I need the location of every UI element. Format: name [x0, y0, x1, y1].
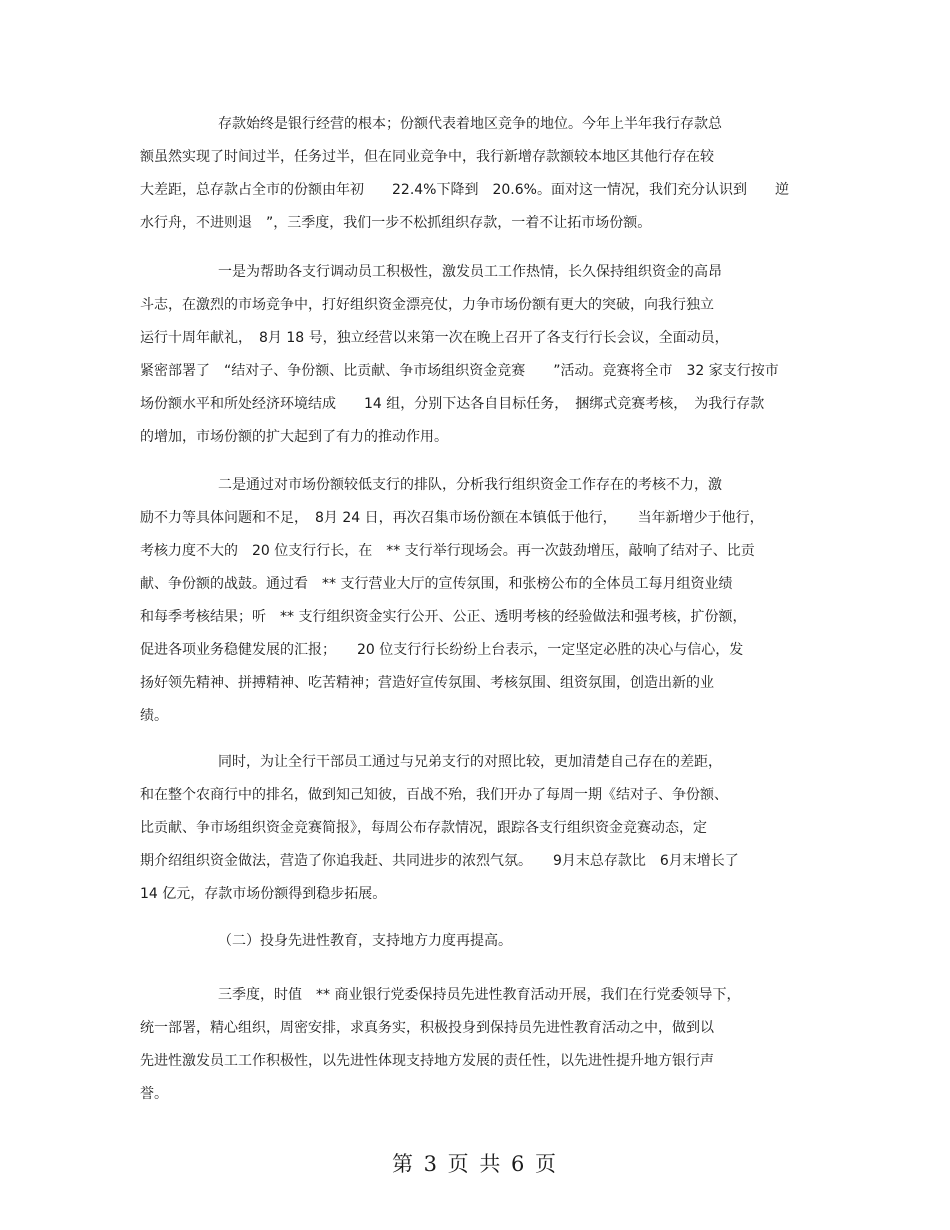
text-line: 的增加，市场份额的扩大起到了有力的推动作用。: [140, 429, 448, 445]
text-line: 大差距，总存款占全市的份额由年初 22.4%下降到 20.6%。面对这一情况，我们充分认识到 逆: [140, 182, 789, 198]
text-line: 同时，为让全行干部员工通过与兄弟支行的对照比较，更加清楚自己存在的差距，: [218, 754, 722, 770]
text-line: 和每季考核结果；听 ** 支行组织资金实行公开、公正、透明考核的经验做法和强考核，扩份额，: [140, 609, 747, 625]
text-line: 水行舟，不进则退 ”，三季度，我们一步不松抓组织存款，一着不让拓市场份额。: [140, 215, 652, 231]
text-line: 统一部署，精心组织，周密安排，求真务实，积极投身到保持员先进性教育活动之中，做到以: [140, 1020, 714, 1036]
text-line: 存款始终是银行经营的根本；份额代表着地区竞争的地位。今年上半年我行存款总: [218, 116, 722, 132]
text-line: 考核力度不大的 20 位支行行长，在 ** 支行举行现场会。再一次鼓劲增压，敲响了结对子、比贡: [140, 543, 755, 559]
text-line: 二是通过对市场份额较低支行的排队，分析我行组织资金工作存在的考核不力，激: [218, 477, 722, 493]
text-line: 献、争份额的战鼓。通过看 ** 支行营业大厅的宣传氛围，和张榜公布的全体员工每月组资业绩: [140, 576, 733, 592]
text-line: 运行十周年献礼， 8月 18 号，独立经营以来第一次在晚上召开了各支行行长会议，全面动员，: [140, 330, 729, 346]
text-line: 14 亿元，存款市场份额得到稳步拓展。: [140, 886, 387, 902]
text-line: 斗志，在激烈的市场竞争中，打好组织资金漂亮仗，力争市场份额有更大的突破，向我行独立: [140, 297, 714, 313]
text-line: 期介绍组织资金做法，营造了你追我赶、共同进步的浓烈气氛。 9月末总存款比 6月末增长了: [140, 853, 739, 869]
text-line: 励不力等具体问题和不足， 8月 24 日，再次召集市场份额在本镇低于他行， 当年新增少于他行，: [140, 510, 764, 526]
text-line: 紧密部署了 “结对子、争份额、比贡献、争市场组织资金竞赛 ”活动。竞赛将全市 32 家支行按市: [140, 363, 779, 379]
text-line: 三季度，时值 ** 商业银行党委保持员先进性教育活动开展，我们在行党委领导下，: [218, 987, 741, 1003]
text-line: 誉。: [140, 1086, 168, 1102]
text-line: 促进各项业务稳健发展的汇报； 20 位支行行长纷纷上台表示，一定坚定必胜的决心与信心，发: [140, 642, 744, 658]
page-number-footer: 第 3 页 共 6 页: [391, 1152, 559, 1176]
text-line: 绩。: [140, 708, 168, 724]
text-line: 比贡献、争市场组织资金竞赛简报》，每周公布存款情况，跟踪各支行组织资金竞赛动态，定: [140, 820, 707, 836]
text-line: 场份额水平和所处经济环境结成 14 组，分别下达各自目标任务， 捆绑式竞赛考核， 为我行存款: [140, 396, 765, 412]
text-line: 和在整个农商行中的排名，做到知己知彼，百战不殆，我们开办了每周一期《结对子、争份额、: [140, 787, 728, 803]
text-line: 先进性激发员工工作积极性，以先进性体现支持地方发展的责任性，以先进性提升地方银行声: [140, 1053, 714, 1069]
text-line: 扬好领先精神、拼搏精神、吃苦精神；营造好宣传氛围、考核氛围、组资氛围，创造出新的业: [140, 675, 714, 691]
section-heading: （二）投身先进性教育，支持地方力度再提高。: [218, 933, 512, 949]
text-line: 额虽然实现了时间过半，任务过半，但在同业竞争中，我行新增存款额较本地区其他行存在较: [140, 149, 714, 165]
text-line: 一是为帮助各支行调动员工积极性，激发员工工作热情，长久保持组织资金的高昂: [218, 264, 722, 280]
